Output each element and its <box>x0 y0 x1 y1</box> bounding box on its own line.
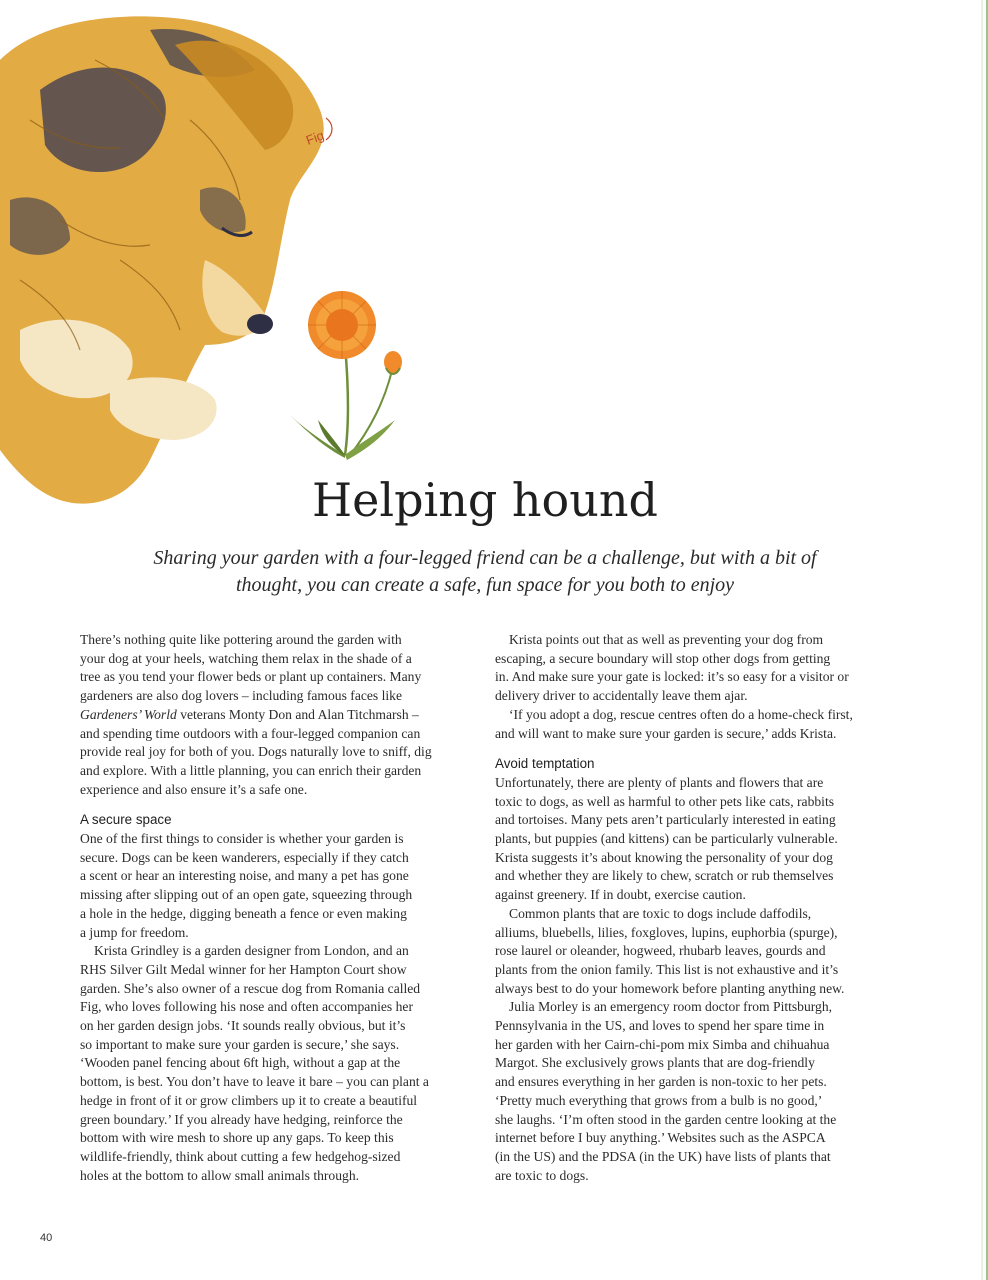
text-line: escaping, a secure boundary will stop other dogs from getting <box>495 650 831 666</box>
text-line: holes at the bottom to allow small animals through. <box>80 1167 360 1183</box>
text-line: RHS Silver Gilt Medal winner for her Hampton Court show <box>80 961 407 977</box>
text-line: Krista points out that as well as preventing your dog from <box>509 632 824 647</box>
flower-illustration <box>290 291 402 460</box>
text-line: toxic to dogs, as well as harmful to other pets like cats, rabbits <box>495 793 835 809</box>
text-line: and whether they are likely to chew, scratch or rub themselves <box>495 868 834 884</box>
standfirst-line: Sharing your garden with a four-legged friend can be a challenge, but with a bit of <box>153 547 817 569</box>
text-line: bottom, is best. You don’t have to leave it bare – you can plant a <box>80 1074 429 1090</box>
text-line: There’s nothing quite like pottering around the garden with <box>80 632 402 647</box>
text-line: experience and also ensure it’s a safe one. <box>80 781 308 797</box>
text-line: wildlife-friendly, think about cutting a few hedgehog-sized <box>80 1148 401 1164</box>
text-line: Fig, who loves following his nose and often accompanies her <box>80 999 413 1015</box>
text-line: Pennsylvania in the US, and loves to spend her spare time in <box>495 1018 825 1034</box>
text-line: on her garden design jobs. ‘It sounds really obvious, but it’s <box>80 1018 406 1034</box>
text-line: (in the US) and the PDSA (in the UK) have lists of plants that <box>495 1148 831 1164</box>
text-line: rose laurel or oleander, hogweed, rhubarb leaves, gourds and <box>495 943 826 959</box>
text-line: Krista suggests it’s about knowing the personality of your dog <box>495 849 833 865</box>
artist-signature: Fig <box>303 127 326 148</box>
body-paragraph <box>495 774 883 905</box>
text-line: hedge in front of it or grow climbers up it to create a beautiful <box>80 1092 418 1108</box>
page-number: 40 <box>40 1232 53 1244</box>
text-line: secure. Dogs can be keen wanderers, especially if they catch <box>80 849 409 865</box>
text-line: Krista Grindley is a garden designer from London, and an <box>94 943 409 959</box>
dog-illustration <box>0 16 324 503</box>
section-subhead: Avoid temptation <box>495 756 595 772</box>
standfirst-line: thought, you can create a safe, fun space for you both to enjoy <box>235 574 735 596</box>
left-text-column <box>80 631 468 1185</box>
text-line: plants, but puppies (and kittens) can be particularly vulnerable. <box>495 831 838 847</box>
text-line: Common plants that are toxic to dogs include daffodils, <box>509 905 812 921</box>
text-line: internet before I buy anything.’ Websites such as the ASPCA <box>495 1130 826 1146</box>
text-line: ‘Pretty much everything that grows from a bulb is no good,’ <box>495 1092 823 1108</box>
text-line: Unfortunately, there are plenty of plants and flowers that are <box>495 774 824 790</box>
text-line: gardeners are also dog lovers – including famous faces like <box>80 688 402 704</box>
text-line: and spending time outdoors with a four-legged companion can <box>80 725 421 741</box>
text-line: One of the first things to consider is whether your garden is <box>80 831 404 847</box>
body-paragraph <box>495 905 883 999</box>
text-line: a hole in the hedge, digging beneath a fence or even making <box>80 905 407 921</box>
text-line: provide real joy for both of you. Dogs naturally love to sniff, dig <box>80 744 432 760</box>
text-line: ‘If you adopt a dog, rescue centres often do a home-check first, <box>509 706 853 722</box>
text-line: your dog at your heels, watching them relax in the shade of a <box>80 650 412 666</box>
text-line: green boundary.’ If you already have hedging, reinforce the <box>80 1111 403 1127</box>
text-line: her garden with her Cairn-chi-pom mix Simba and chihuahua <box>495 1036 830 1052</box>
text-line: a jump for freedom. <box>80 924 189 940</box>
text-line: always best to do your homework before planting anything new. <box>495 980 845 996</box>
body-paragraph <box>495 998 883 1185</box>
dog-and-flower-illustration <box>0 0 700 520</box>
right-text-column <box>495 631 883 1185</box>
text-line: against greenery. If in doubt, exercise caution. <box>495 887 746 903</box>
text-line: Margot. She exclusively grows plants that are dog-friendly <box>495 1055 815 1071</box>
text-line: and will want to make sure your garden is secure,’ adds Krista. <box>495 725 837 741</box>
text-line: and explore. With a little planning, you can enrich their garden <box>80 762 422 778</box>
text-line: and tortoises. Many pets aren’t particularly interested in eating <box>495 812 836 828</box>
text-line: a scent or hear an interesting noise, and many a pet has gone <box>80 868 409 884</box>
text-line: delivery driver to accidentally leave them ajar. <box>495 688 748 704</box>
text-line: Gardeners’ World veterans Monty Don and Alan Titchmarsh – <box>80 706 419 722</box>
text-line: garden. She’s also owner of a rescue dog from Romania called <box>80 980 421 996</box>
text-line: so important to make sure your garden is secure,’ she says. <box>80 1036 400 1052</box>
adjacent-page-edge <box>960 0 988 1280</box>
text-line: ‘Wooden panel fencing about 6ft high, without a gap at the <box>80 1055 401 1071</box>
body-paragraph <box>80 631 468 799</box>
text-line: tree as you tend your flower beds or plant up containers. Many <box>80 669 422 685</box>
section-subhead: A secure space <box>80 812 172 828</box>
text-line: in. And make sure your gate is locked: it’s so easy for a visitor or <box>495 669 849 685</box>
text-line: missing after slipping out of an open gate, squeezing through <box>80 887 413 903</box>
article-title: Helping hound <box>312 473 658 527</box>
body-paragraph <box>80 830 468 942</box>
text-line: are toxic to dogs. <box>495 1167 589 1183</box>
body-paragraph <box>495 631 883 706</box>
body-paragraph <box>80 942 468 1185</box>
text-line: plants from the onion family. This list is not exhaustive and it’s <box>495 961 839 977</box>
article-standfirst <box>120 545 850 599</box>
body-paragraph <box>495 706 883 743</box>
text-line: Julia Morley is an emergency room doctor from Pittsburgh, <box>509 999 833 1015</box>
text-line: bottom with wire mesh to shore up any gaps. To keep this <box>80 1130 394 1146</box>
text-line: and ensures everything in her garden is non-toxic to her pets. <box>495 1074 827 1090</box>
text-line: she laughs. ‘I’m often stood in the garden centre looking at the <box>495 1111 837 1127</box>
text-line: alliums, bluebells, lilies, foxgloves, lupins, euphorbia (spurge), <box>495 924 838 940</box>
